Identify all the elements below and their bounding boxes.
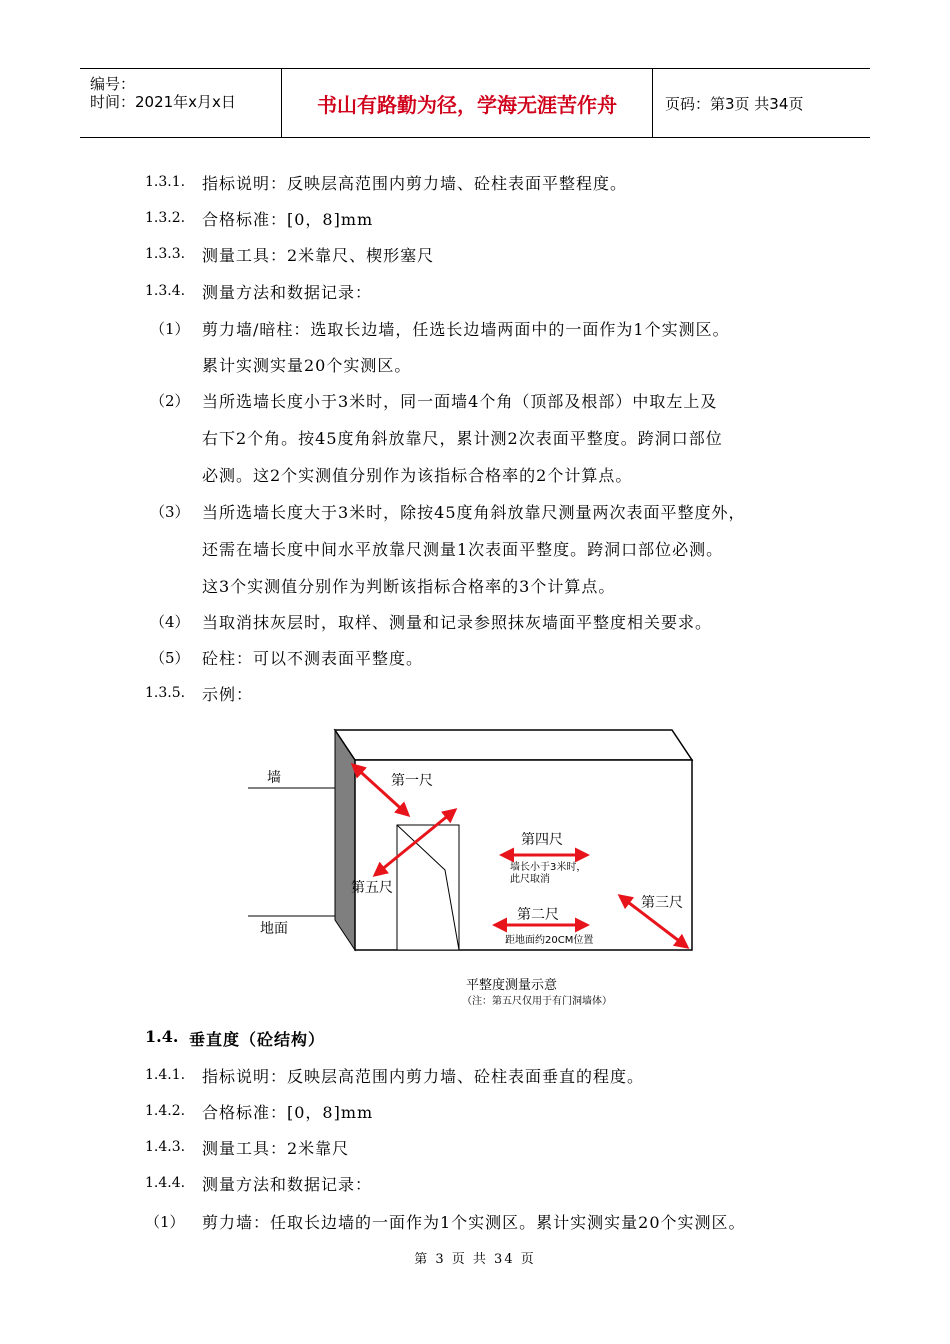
ruler-4-label: 第四尺 bbox=[521, 832, 563, 848]
para-number: （5） bbox=[150, 649, 190, 667]
item-number: 1.4.3. bbox=[145, 1139, 186, 1155]
diagram-caption-note: （注：第五尺仅用于有门洞墙体） bbox=[462, 996, 612, 1007]
item-number: 1.4.2. bbox=[145, 1103, 186, 1119]
header-motto: 书山有路勤为径，学海无涯苦作舟 bbox=[281, 69, 653, 137]
ruler-4-note-line1: 墙长小于3米时， bbox=[510, 862, 587, 873]
ruler-4-note bbox=[510, 862, 586, 886]
para-line: 当所选墙长度大于3米时，除按45度角斜放靠尺测量两次表面平整度外， bbox=[202, 503, 746, 522]
page-header bbox=[80, 68, 870, 138]
item-text: 指标说明：反映层高范围内剪力墙、砼柱表面垂直的程度。 bbox=[202, 1067, 645, 1086]
diagram-caption: 平整度测量示意 bbox=[466, 978, 558, 993]
item-text: 示例： bbox=[202, 685, 254, 704]
para-line: 剪力墙：任取长边墙的一面作为1个实测区。累计实测实量20个实测区。 bbox=[202, 1213, 746, 1232]
header-meta bbox=[80, 69, 280, 137]
item-text: 指标说明：反映层高范围内剪力墙、砼柱表面平整程度。 bbox=[202, 174, 628, 193]
para-line: 砼柱：可以不测表面平整度。 bbox=[202, 649, 424, 668]
code-label: 编号： bbox=[90, 75, 136, 93]
wall-label: 墙 bbox=[267, 770, 281, 786]
wall-side-face bbox=[335, 730, 355, 950]
item-number: 1.3.4. bbox=[145, 283, 186, 299]
item-number: 1.3.3. bbox=[145, 246, 186, 262]
para-number: （2） bbox=[150, 392, 190, 410]
date-label: 时间：2021年x月x日 bbox=[90, 93, 236, 111]
para-line: 累计实测实量20个实测区。 bbox=[202, 356, 412, 375]
item-number: 1.4.4. bbox=[145, 1175, 186, 1191]
para-number: （1） bbox=[145, 1213, 185, 1231]
para-number: （4） bbox=[150, 613, 190, 631]
section-number: 1.4. bbox=[145, 1027, 179, 1046]
para-line: 必测。这2个实测值分别作为该指标合格率的2个计算点。 bbox=[202, 466, 633, 485]
item-number: 1.3.2. bbox=[145, 210, 186, 226]
flatness-diagram bbox=[240, 720, 710, 1020]
para-line: 剪力墙/暗柱：选取长边墙，任选长边墙两面中的一面作为1个实测区。 bbox=[202, 320, 730, 339]
para-line: 当取消抹灰层时，取样、测量和记录参照抹灰墙面平整度相关要求。 bbox=[202, 613, 713, 632]
item-number: 1.3.1. bbox=[145, 174, 186, 190]
para-number: （3） bbox=[150, 503, 190, 521]
para-number: （1） bbox=[150, 320, 190, 338]
door-opening bbox=[397, 825, 459, 950]
ruler-2-note: 距地面约20CM位置 bbox=[505, 935, 594, 946]
item-text: 合格标准：[0，8]mm bbox=[202, 210, 374, 229]
item-text: 测量工具：2米靠尺 bbox=[202, 1139, 350, 1158]
section-title: 垂直度（砼结构） bbox=[189, 1030, 326, 1049]
item-text: 测量方法和数据记录： bbox=[202, 1175, 373, 1194]
ruler-3-label: 第三尺 bbox=[641, 895, 683, 911]
item-text: 测量工具：2米靠尺、楔形塞尺 bbox=[202, 246, 435, 265]
para-line: 当所选墙长度小于3米时，同一面墙4个角（顶部及根部）中取左上及 bbox=[202, 392, 718, 411]
item-text: 合格标准：[0，8]mm bbox=[202, 1103, 374, 1122]
ruler-4-note-line2: 此尺取消 bbox=[510, 874, 550, 885]
page-label: 页码：第3页 共34页 bbox=[665, 95, 804, 113]
ruler-5-label: 第五尺 bbox=[351, 880, 393, 896]
ruler-2-label: 第二尺 bbox=[517, 907, 559, 923]
page-footer: 第 3 页 共 34 页 bbox=[414, 1252, 536, 1267]
wall-top-face bbox=[335, 730, 692, 760]
para-line: 这3个实测值分别作为判断该指标合格率的3个计算点。 bbox=[202, 577, 616, 596]
ruler-1-label: 第一尺 bbox=[391, 773, 433, 789]
para-line: 右下2个角。按45度角斜放靠尺，累计测2次表面平整度。跨洞口部位 bbox=[202, 429, 723, 448]
item-number: 1.3.5. bbox=[145, 685, 186, 701]
item-text: 测量方法和数据记录： bbox=[202, 283, 373, 302]
para-line: 还需在墙长度中间水平放靠尺测量1次表面平整度。跨洞口部位必测。 bbox=[202, 540, 724, 559]
item-number: 1.4.1. bbox=[145, 1067, 186, 1083]
ground-label: 地面 bbox=[260, 921, 288, 937]
